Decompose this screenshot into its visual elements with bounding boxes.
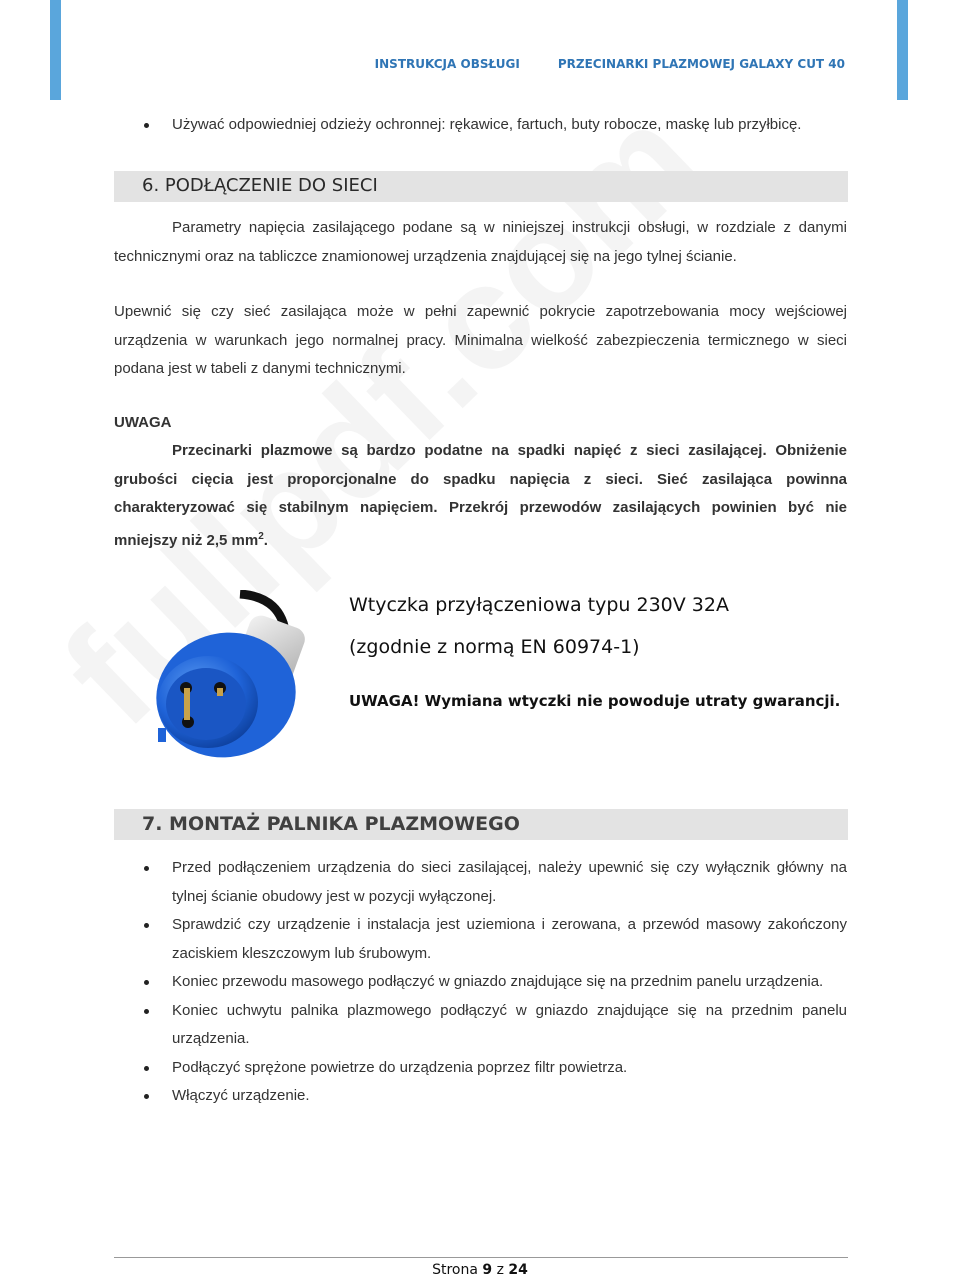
footer-separator: z: [496, 1262, 504, 1278]
list-item-text: Używać odpowiedniej odzieży ochronnej: rękawice, fartuch, buty robocze, maskę lub przyłbicę.: [172, 116, 802, 133]
bullet-dot: [144, 923, 149, 928]
plug-caption-line-1: Wtyczka przyłączeniowa typu 230V 32A: [349, 594, 729, 616]
section-6-paragraph-1: Parametry napięcia zasilającego podane są w niniejszej instrukcji obsługi, w rozdziale z danymi technicznymi oraz na tabliczce znamionowej urządzenia znajdującej się na jego tylnej ścianie.: [114, 219, 847, 265]
footer-prefix: Strona: [432, 1262, 478, 1278]
warning-text: [114, 437, 847, 555]
bullet-dot: [144, 1066, 149, 1071]
warning-title: UWAGA: [114, 414, 172, 431]
plug-key: [158, 728, 166, 742]
footer-divider: [114, 1257, 848, 1258]
plug-image: [148, 590, 308, 770]
list-item: [114, 911, 847, 968]
plug-note-bold: UWAGA: [349, 692, 413, 710]
plug-note: [349, 692, 840, 710]
list-item-text: Włączyć urządzenie.: [172, 1087, 310, 1104]
plug-note-rest: ! Wymiana wtyczki nie powoduje utraty gwarancji.: [412, 692, 841, 710]
section-6-paragraph-2: [114, 298, 847, 384]
section-7-title: 7. MONTAŻ PALNIKA PLAZMOWEGO: [142, 813, 520, 835]
list-item: [114, 968, 847, 997]
paragraph-2-part-b: Minimalna wielkość zabezpieczenia termicznego w sieci podana jest w tabeli z danymi technicznymi.: [114, 331, 847, 377]
section-6-heading: [114, 171, 848, 202]
list-item: [114, 854, 847, 911]
list-item-text: Koniec uchwytu palnika plazmowego podłączyć w gniazdo znajdujące się na przednim panelu urządzenia.: [172, 1001, 847, 1047]
header-right: PRZECINARKI PLAZMOWEJ GALAXY CUT 40: [557, 57, 845, 71]
list-item-text: Podłączyć sprężone powietrze do urządzenia poprzez filtr powietrza.: [172, 1058, 628, 1076]
plug-socket-ring: [166, 668, 246, 740]
section-7-list: [114, 854, 847, 1111]
plug-pin-brass: [217, 688, 223, 696]
bullet-dot: [144, 1009, 149, 1014]
list-item: [114, 997, 847, 1054]
left-edge-bar: [50, 0, 61, 100]
list-item-text: Przed podłączeniem urządzenia do sieci zasilającej, należy upewnić się czy wyłącznik główny na tylnej ścianie obudowy jest w pozycji wyłączonej.: [172, 859, 847, 905]
list-item-text: Sprawdzić czy urządzenie i instalacja jest uziemiona i zerowana, a przewód masowy zakończony zaciskiem kleszczowym lub śrubowym.: [172, 916, 847, 962]
right-edge-bar: [897, 0, 908, 100]
paragraph-2-part-a: Upewnić się czy sieć zasilająca może w pełni zapewnić pokrycie zapotrzebowania mocy wejściowej urządzenia w warunkach jego normalnej pracy.: [114, 303, 847, 349]
warning-superscript: 2: [258, 530, 264, 542]
header-left: INSTRUKCJA OBSŁUGI: [374, 57, 520, 71]
list-item: [114, 1054, 847, 1083]
plug-caption-line-2: (zgodnie z normą EN 60974-1): [349, 636, 640, 658]
bullet-dot: [144, 1094, 149, 1099]
warning-body: Przecinarki plazmowe są bardzo podatne na spadki napięć z sieci zasilającej. Obniżenie grubości cięcia jest proporcjonalne do spadku napięcia z sieci. Sieć zasilająca powinna charakteryzować się stabilnym napięciem. Przekrój przewodów zasilających powinien być nie mniejszy niż 2,5 mm: [114, 442, 847, 549]
section-7-heading: [114, 809, 848, 840]
bullet-dot: [144, 123, 149, 128]
list-item: [114, 1082, 847, 1111]
bullet-dot: [144, 980, 149, 985]
section-6-title: 6. PODŁĄCZENIE DO SIECI: [142, 175, 378, 196]
plug-pin-brass: [184, 688, 190, 720]
list-item: [114, 111, 847, 140]
page-header: [375, 57, 845, 71]
list-item-text: Koniec przewodu masowego podłączyć w gniazdo znajdujące się na przednim panelu urządzenia.: [172, 973, 824, 990]
footer-total-pages: 24: [508, 1262, 528, 1278]
footer-page-number: 9: [482, 1262, 493, 1278]
warning-end: .: [263, 531, 268, 549]
top-bullet-list: [114, 111, 847, 140]
page-footer: [0, 1262, 960, 1278]
bullet-dot: [144, 866, 149, 871]
